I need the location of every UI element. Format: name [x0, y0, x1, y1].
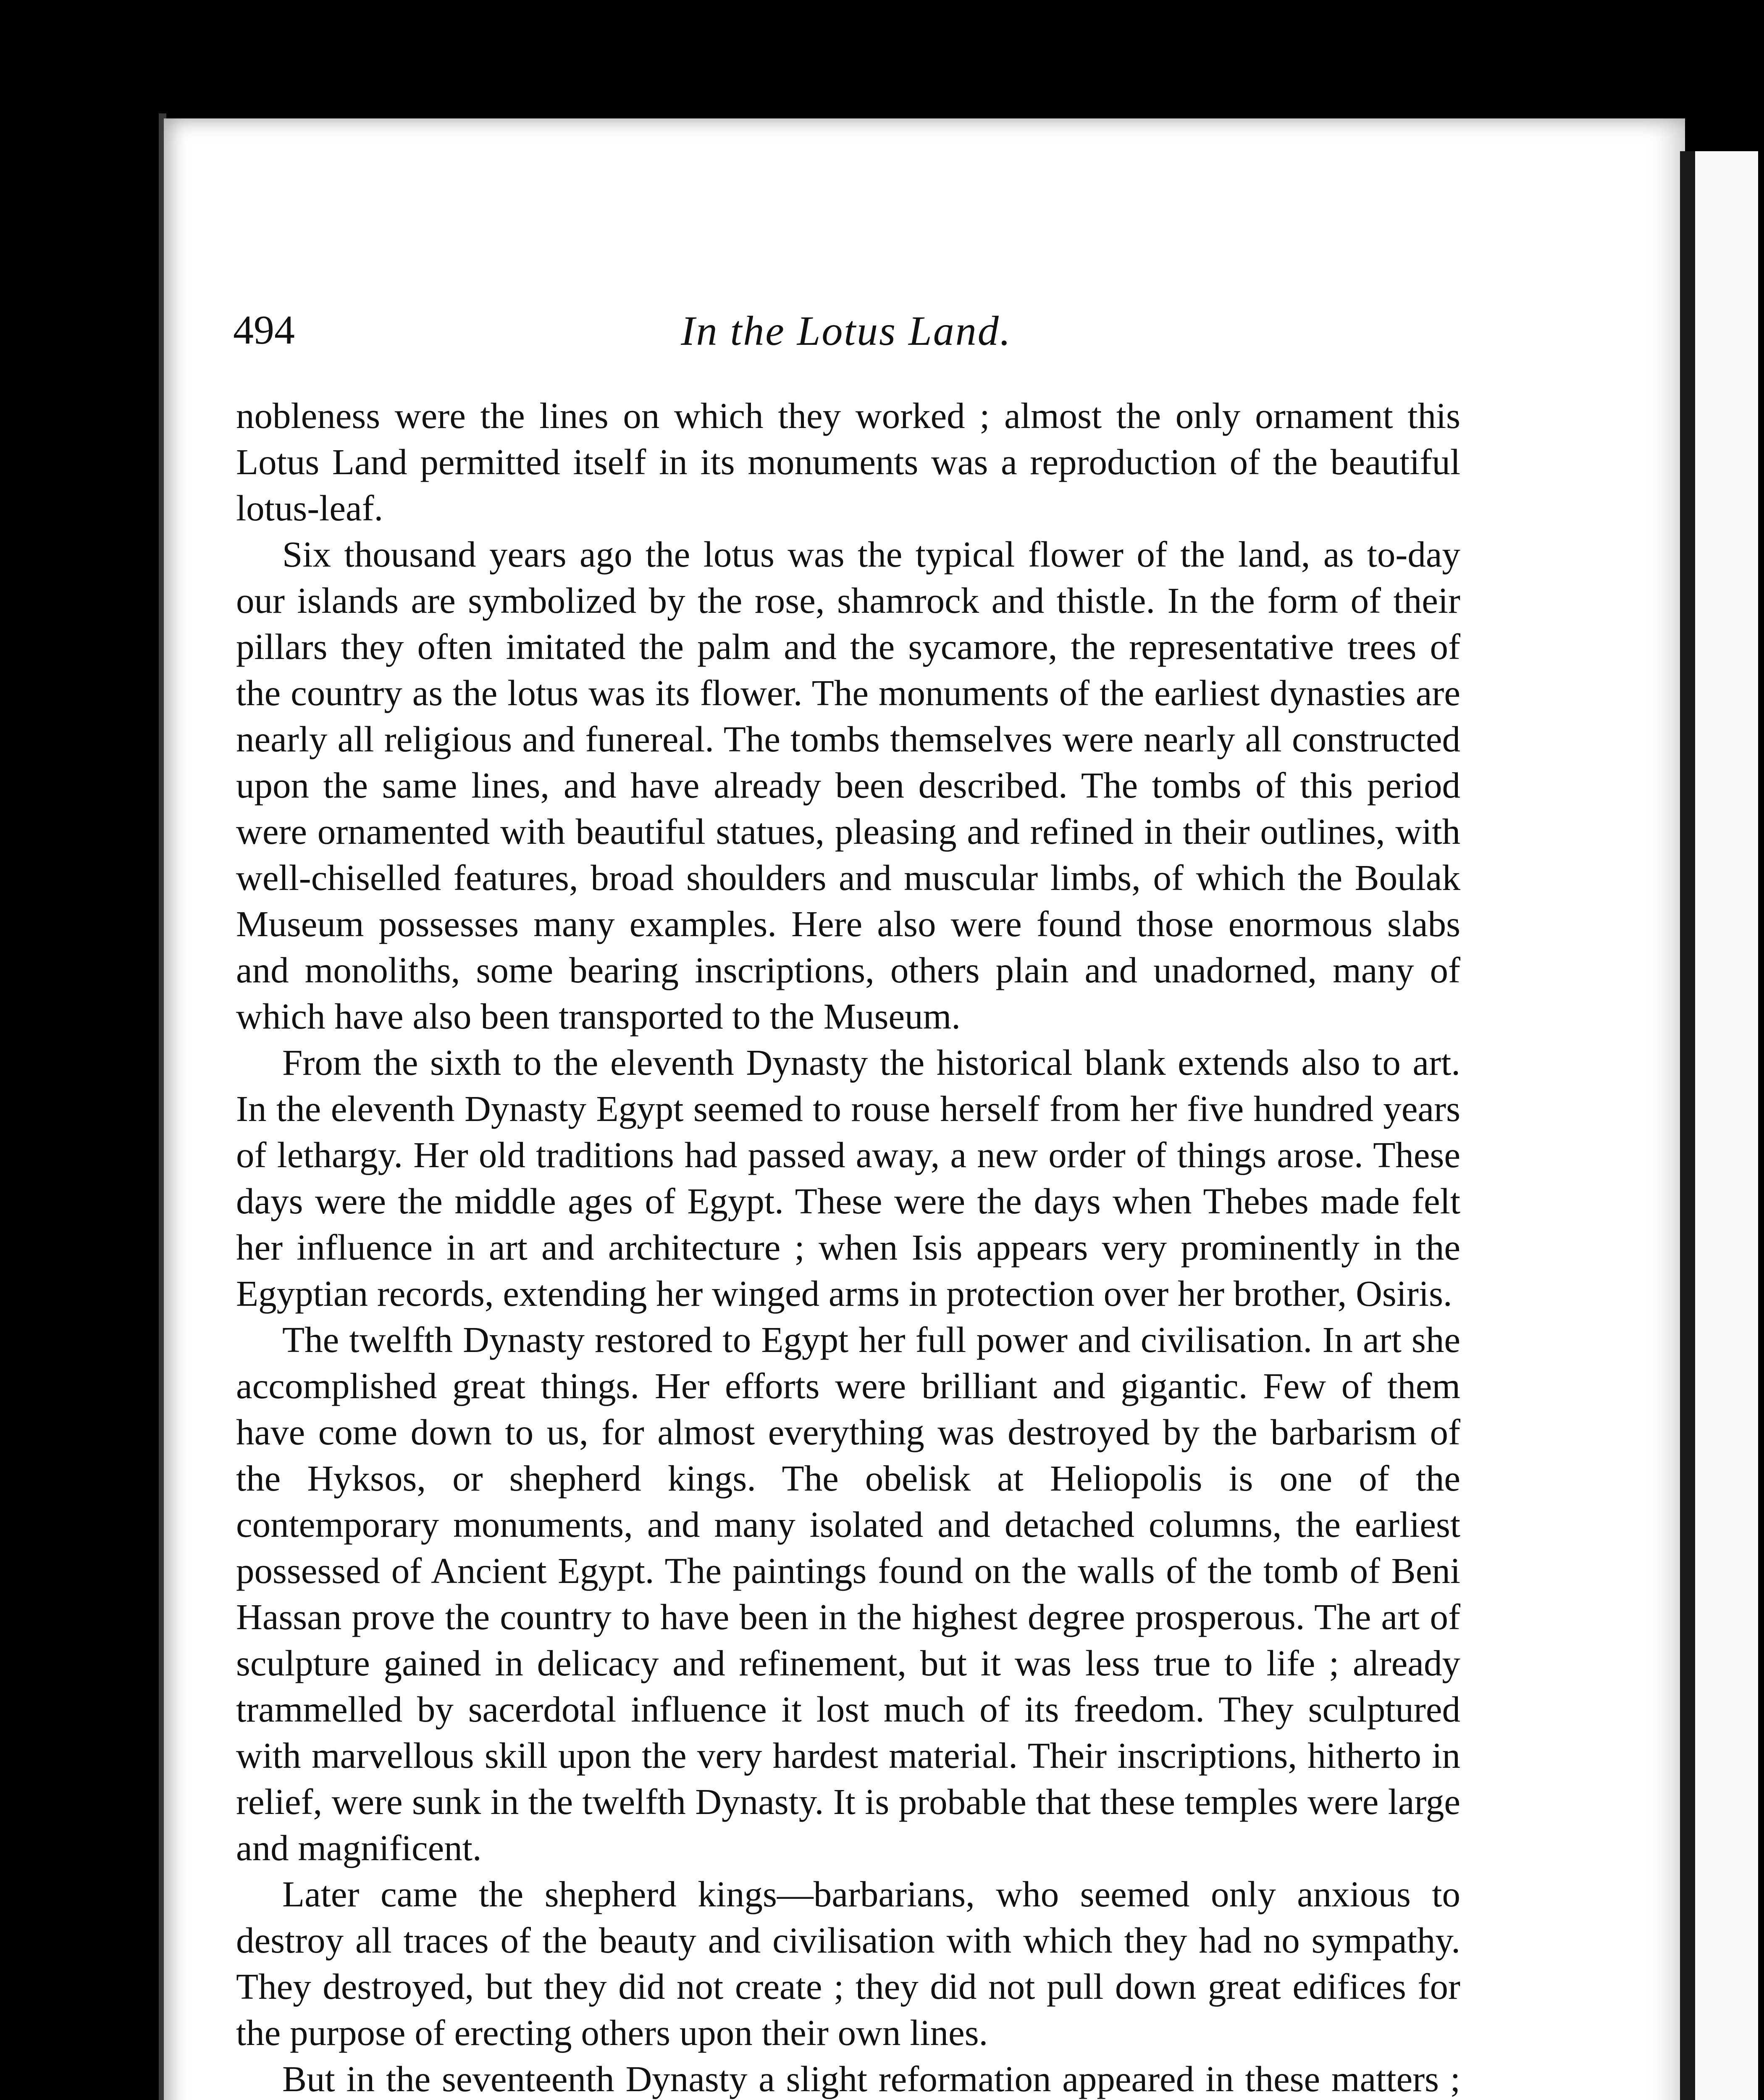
body-text — [236, 393, 1460, 2100]
running-title: In the Lotus Land. — [681, 307, 1012, 354]
paragraph: Later came the shepherd kings—barbarians, who seemed only anxious to destroy all traces of the beauty and civilisation with which they had no sympathy. They destroyed, but they did not create ; they did not pull down great edifices for the purpose of erecting others upon their own lines. — [236, 1874, 1460, 2053]
adjacent-page-edge — [1695, 151, 1758, 2100]
paragraph: Six thousand years ago the lotus was the typical flower of the land, as to-day our islands are symbolized by the rose, shamrock and thistle. In the form of their pillars they often imitated the palm and the sycamore, the representative trees of the country as the lotus was its flower. The monuments of the earliest dynasties are nearly all religious and funereal. The tombs themselves were nearly all constructed upon the same lines, and have already been described. The tombs of this period were ornamented with beautiful statues, pleasing and refined in their outlines, with well-chiselled features, broad shoulders and muscular limbs, of which the Boulak Museum possesses many examples. Here also were found those enormous slabs and monoliths, some bearing inscriptions, others plain and unadorned, many of which have also been transported to the Museum. — [236, 534, 1460, 1037]
paragraph: nobleness were the lines on which they worked ; almost the only ornament this Lotus Land permitted itself in its monuments was a reproduction of the beautiful lotus-leaf. — [236, 395, 1460, 528]
page-number: 494 — [233, 307, 295, 353]
page-header — [233, 302, 1460, 353]
paragraph: From the sixth to the eleventh Dynasty the historical blank extends also to art. In the eleventh Dynasty Egypt seemed to rouse herself from her five hundred years of lethargy. Her old traditions had passed away, a new order of things arose. These days were the middle ages of Egypt. These were the days when Thebes made felt her influence in art and architecture ; when Isis appears very prominently in the Egyptian records, extending her winged arms in protection over her brother, Osiris. — [236, 1042, 1460, 1314]
page-gutter-shadow — [1680, 151, 1695, 2100]
paragraph: But in the seventeenth Dynasty a slight reformation appeared in these matters ; — [282, 2058, 1460, 2099]
paragraph: The twelfth Dynasty restored to Egypt her full power and civilisation. In art she accomplished great things. Her efforts were brilliant and gigantic. Few of them have come down to us, for almost everything was destroyed by the barbarism of the Hyksos, or shepherd kings. The obelisk at Heliopolis is one of the contemporary monuments, and many isolated and detached columns, the earliest possessed of Ancient Egypt. The paintings found on the walls of the tomb of Beni Hassan prove the country to have been in the highest degree prosperous. The art of sculpture gained in delicacy and refinement, but it was less true to life ; already trammelled by sacerdotal influence it lost much of its freedom. They sculptured with marvellous skill upon the very hardest material. Their inscriptions, hitherto in relief, were sunk in the twelfth Dynasty. It is probable that these temples were large and magnificent. — [236, 1319, 1460, 1868]
